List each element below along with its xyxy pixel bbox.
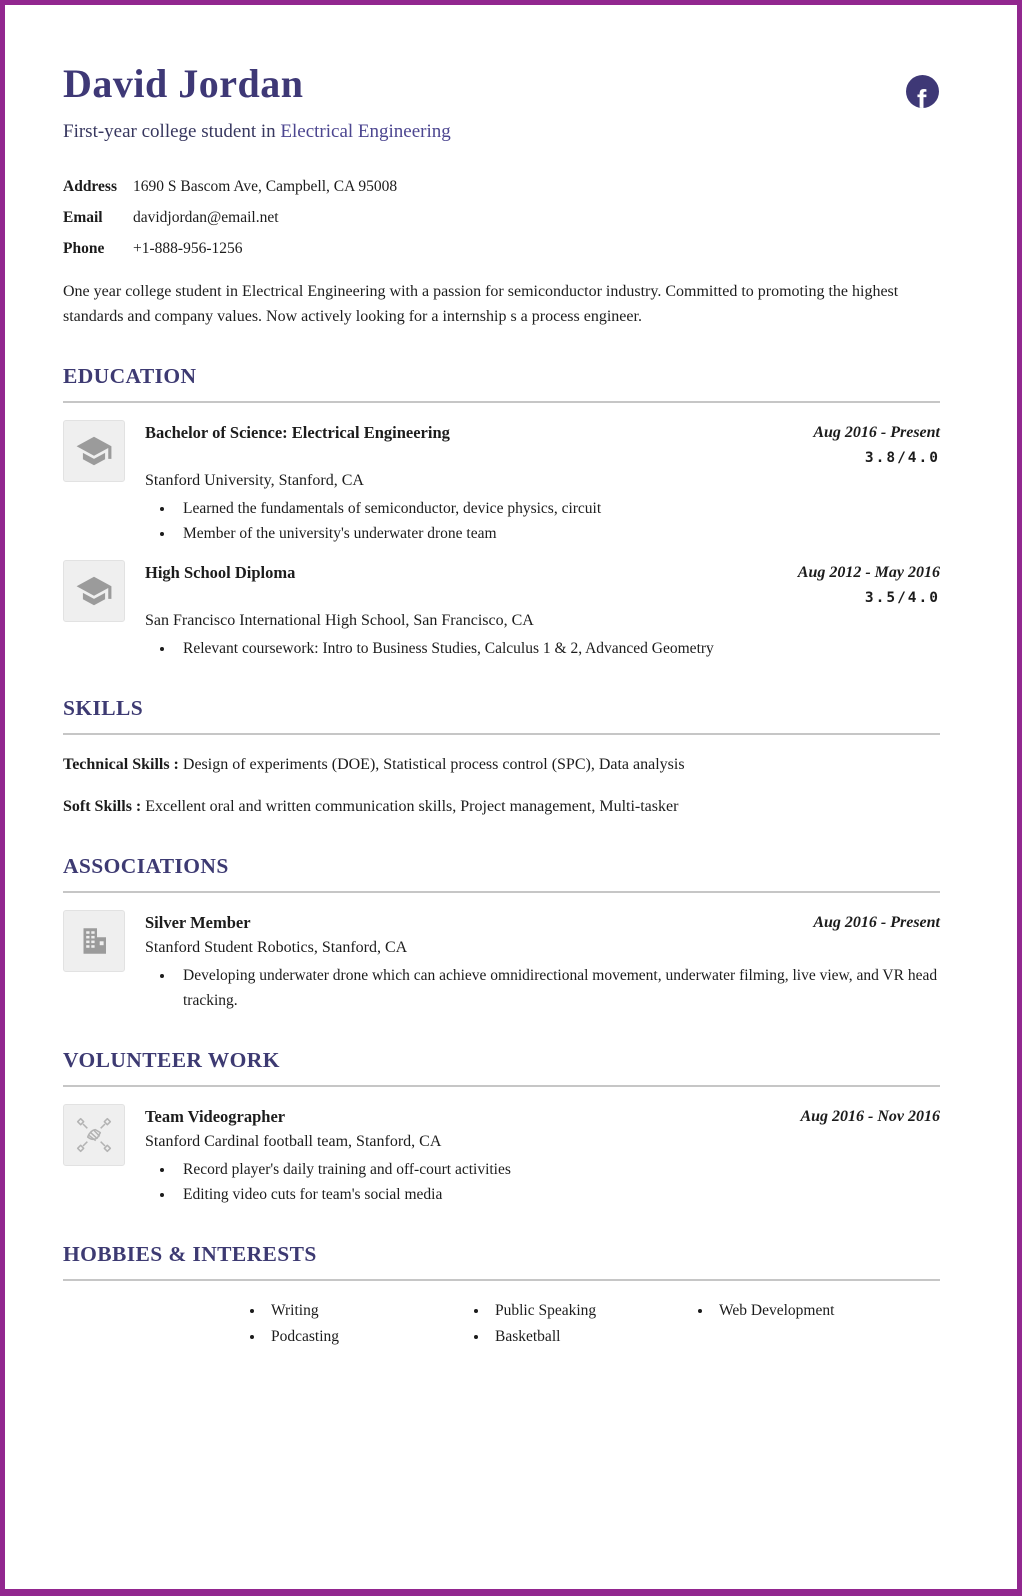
hobby-item: • Writing <box>265 1298 489 1324</box>
technical-skills-label: Technical Skills : <box>63 756 179 773</box>
hobby-item: • Public Speaking <box>489 1298 713 1324</box>
contact-row-phone <box>63 233 940 264</box>
role-title: Team Videographer <box>145 1107 286 1126</box>
section-divider <box>63 401 940 403</box>
bullet-item: • Developing underwater drone which can achieve omnidirectional movement, underwater filming, live view, and VR head tracking. <box>175 963 940 1013</box>
entry-right <box>780 1104 940 1129</box>
address-value: 1690 S Bascom Ave, Campbell, CA 95008 <box>133 178 398 195</box>
entry-right <box>793 910 940 935</box>
bullet-item: • Member of the university's underwater drone team <box>175 521 940 546</box>
facebook-glyph: f <box>917 84 927 108</box>
contact-row-address <box>63 171 940 202</box>
entry-dates: Aug 2012 - May 2016 <box>797 564 940 581</box>
bullet-item: • Relevant coursework: Intro to Business Studies, Calculus 1 & 2, Advanced Geometry <box>175 636 940 661</box>
graduation-cap-icon <box>75 572 113 610</box>
organization-name: Stanford Student Robotics, Stanford, CA <box>145 939 408 956</box>
entry-gpa: 3.8/4.0 <box>864 450 940 466</box>
entry-gpa: 3.5/4.0 <box>864 590 940 606</box>
school-name: Stanford University, Stanford, CA <box>145 472 364 489</box>
entry-icon-box <box>63 1104 125 1166</box>
section-divider <box>63 733 940 735</box>
phone-label: Phone <box>63 240 105 257</box>
section-title-skills: SKILLS <box>63 696 144 720</box>
entry-body <box>145 910 940 1013</box>
hobby-item: • Podcasting <box>265 1324 489 1350</box>
section-title-hobbies: HOBBIES & INTERESTS <box>63 1242 317 1266</box>
section-title-volunteer: VOLUNTEER WORK <box>63 1048 280 1072</box>
association-entry <box>63 910 940 1013</box>
section-title-associations: ASSOCIATIONS <box>63 854 229 878</box>
bullet-item: • Editing video cuts for team's social media <box>175 1182 940 1207</box>
soft-skills-line <box>63 794 940 819</box>
email-label: Email <box>63 209 103 226</box>
hobby-item: • Web Development <box>713 1298 937 1324</box>
entry-body <box>145 560 940 661</box>
degree-title: High School Diploma <box>145 563 296 582</box>
entry-bullets <box>175 1157 940 1207</box>
entry-bullets <box>175 963 940 1013</box>
graduation-cap-icon <box>75 432 113 470</box>
education-entry <box>63 560 940 661</box>
organization-name: Stanford Cardinal football team, Stanford, CA <box>145 1133 442 1150</box>
section-divider <box>63 1279 940 1281</box>
facebook-icon[interactable] <box>906 75 939 108</box>
entry-dates: Aug 2016 - Present <box>813 424 940 441</box>
section-divider <box>63 891 940 893</box>
entry-body <box>145 420 940 546</box>
hobbies-list <box>245 1298 937 1349</box>
technical-skills-value: Design of experiments (DOE), Statistical process control (SPC), Data analysis <box>178 756 685 773</box>
section-title-education: EDUCATION <box>63 364 197 388</box>
entry-right <box>778 560 940 608</box>
entry-icon-box <box>63 910 125 972</box>
degree-title: Bachelor of Science: Electrical Engineering <box>145 423 450 442</box>
headline-field: Electrical Engineering <box>280 121 451 142</box>
phone-value: +1-888-956-1256 <box>133 240 243 257</box>
candidate-headline <box>63 119 940 145</box>
hobby-item: • Basketball <box>489 1324 713 1350</box>
entry-head <box>145 560 940 608</box>
bullet-item: • Record player's daily training and off-court activities <box>175 1157 940 1182</box>
entry-head <box>145 910 940 935</box>
organization-building-icon <box>76 923 112 959</box>
entry-right <box>793 420 940 468</box>
contact-row-email <box>63 202 940 233</box>
volunteer-entry <box>63 1104 940 1207</box>
address-label: Address <box>63 178 117 195</box>
entry-head <box>145 420 940 468</box>
entry-bullets <box>175 636 940 661</box>
membership-title: Silver Member <box>145 913 251 932</box>
entry-head <box>145 1104 940 1129</box>
entry-dates: Aug 2016 - Present <box>813 914 940 931</box>
soft-skills-label: Soft Skills : <box>63 798 142 815</box>
headline-prefix: First-year college student in <box>63 121 281 142</box>
school-name: San Francisco International High School, San Francisco, CA <box>145 612 534 629</box>
candidate-name: David Jordan <box>63 61 304 106</box>
contact-info <box>63 171 940 264</box>
section-divider <box>63 1085 940 1087</box>
education-entry <box>63 420 940 546</box>
entry-icon-box <box>63 420 125 482</box>
professional-summary: One year college student in Electrical Engineering with a passion for semiconductor industry. Committed to promoting the highest standards and company values. Now actively looking for a internship s a process engineer. <box>63 283 899 325</box>
email-value: davidjordan@email.net <box>133 209 279 226</box>
soft-skills-value: Excellent oral and written communication skills, Project management, Multi-tasker <box>141 798 679 815</box>
entry-icon-box <box>63 560 125 622</box>
entry-dates: Aug 2016 - Nov 2016 <box>800 1108 940 1125</box>
entry-body <box>145 1104 940 1207</box>
resume-page <box>5 5 1017 1589</box>
technical-skills-line <box>63 752 940 777</box>
bullet-item: • Learned the fundamentals of semiconductor, device physics, circuit <box>175 496 940 521</box>
entry-bullets <box>175 496 940 546</box>
volunteer-hands-icon <box>74 1115 114 1155</box>
